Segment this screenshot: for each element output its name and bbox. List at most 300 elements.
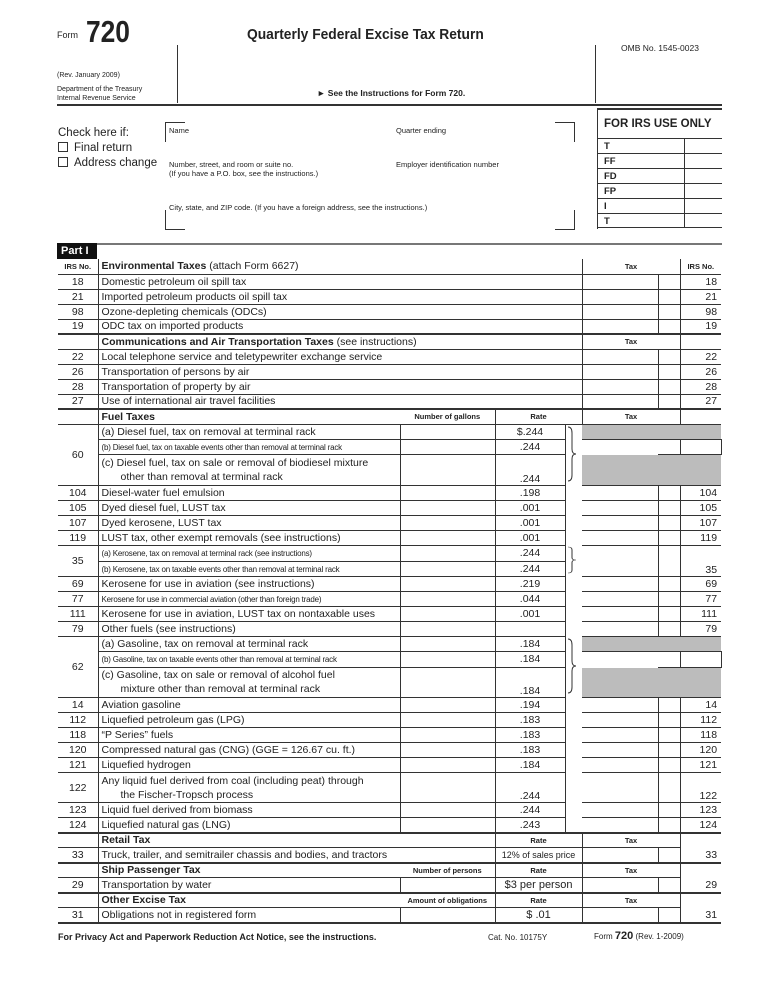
irs-number-right: 21	[680, 289, 721, 304]
tax-cents-input[interactable]	[680, 439, 721, 454]
irs-use-title: FOR IRS USE ONLY	[604, 118, 712, 130]
description-text: Compressed natural gas (CNG) (GGE = 126.67 cu. ft.)	[101, 744, 356, 756]
irs-use-row: FP	[598, 183, 722, 198]
irs-use-row: T	[598, 138, 722, 153]
brace-spacer	[565, 758, 582, 773]
address-change-checkbox[interactable]	[58, 157, 157, 169]
gallons-input[interactable]	[400, 698, 495, 713]
line-description	[98, 364, 582, 379]
footer-revision: (Rev. 1-2009)	[635, 932, 684, 941]
irs-number: 111	[58, 607, 98, 622]
tax-amount-input[interactable]	[582, 803, 658, 818]
tax-cents-input[interactable]	[658, 486, 680, 501]
section-note: (see instructions)	[333, 335, 417, 348]
brace-spacer	[582, 652, 658, 667]
line-description	[98, 803, 400, 818]
rate-value: .183	[495, 728, 565, 743]
table-row	[58, 516, 721, 531]
gallons-input[interactable]	[400, 455, 495, 486]
irs-number: 105	[58, 501, 98, 516]
description-text: Transportation of persons by air	[101, 365, 250, 378]
table-row	[58, 289, 721, 304]
section-header	[58, 833, 721, 848]
tax-amount-input[interactable]	[582, 486, 658, 501]
box-corner	[165, 210, 185, 230]
brace-icon	[565, 424, 582, 486]
tax-cents-input[interactable]	[658, 577, 680, 592]
description-text: (b) Kerosene, tax on taxable events other than removal at terminal rack	[101, 564, 340, 574]
line-description	[98, 652, 400, 667]
description-text: (c) Diesel fuel, tax on sale or removal of biodiesel mixture	[101, 457, 369, 470]
tax-amount-input[interactable]	[582, 743, 658, 758]
gallons-input[interactable]	[400, 607, 495, 622]
irs-no-header: IRS No.	[58, 259, 98, 274]
privacy-notice: For Privacy Act and Paperwork Reduction Act Notice, see the instructions.	[58, 932, 377, 942]
tax-cents-input[interactable]	[658, 773, 680, 803]
section-title	[98, 833, 495, 848]
table-row	[58, 424, 721, 439]
rate-header: Rate	[495, 863, 582, 878]
tax-amount-input[interactable]	[582, 758, 658, 773]
tax-cents-input[interactable]	[658, 304, 680, 319]
irs-number: 104	[58, 486, 98, 501]
tax-amount-input[interactable]	[582, 908, 658, 923]
tax-amount-input[interactable]	[582, 818, 658, 833]
table-row	[58, 455, 721, 486]
line-description	[98, 908, 400, 923]
tax-cents-input[interactable]	[658, 274, 680, 289]
irs-number-right: 19	[680, 319, 721, 334]
gallons-input[interactable]	[400, 592, 495, 607]
description-text: Dyed kerosene, LUST tax	[101, 517, 222, 529]
gallons-input[interactable]	[400, 728, 495, 743]
irs-no-cell	[58, 334, 98, 349]
rate-value: .001	[495, 607, 565, 622]
description-text: Other fuels (see instructions)	[101, 623, 236, 635]
description-text: (a) Kerosene, tax on removal at terminal rack (see instructions)	[101, 549, 312, 559]
line-description	[98, 698, 400, 713]
section-title-text: Ship Passenger Tax	[101, 864, 201, 877]
description-text: Imported petroleum products oil spill tax	[101, 290, 288, 303]
description-text: Domestic petroleum oil spill tax	[101, 275, 247, 288]
description-text: Kerosene for use in aviation (see instructions)	[101, 578, 315, 590]
table-row	[58, 773, 721, 803]
irs-number: 18	[58, 274, 98, 289]
rate-value: .184	[495, 652, 565, 667]
gallons-input[interactable]	[400, 486, 495, 501]
tax-amount-input[interactable]	[582, 622, 658, 637]
section-header	[58, 863, 721, 878]
tax-amount-input[interactable]	[582, 349, 658, 364]
tax-amount-input[interactable]	[658, 439, 680, 454]
irs-number-right: 124	[680, 818, 721, 833]
table-row	[58, 531, 721, 546]
line-description	[98, 486, 400, 501]
table-row	[58, 713, 721, 728]
quantity-header: Number of persons	[400, 863, 495, 878]
irs-number-right: 107	[680, 516, 721, 531]
description-text: Liquefied petroleum gas (LPG)	[101, 714, 245, 726]
description-text: “P Series” fuels	[101, 729, 174, 741]
tax-amount-input[interactable]	[582, 592, 658, 607]
table-row	[58, 698, 721, 713]
tax-cents-input[interactable]	[658, 592, 680, 607]
line-description	[98, 439, 400, 454]
irs-number: 77	[58, 592, 98, 607]
table-row	[58, 486, 721, 501]
description-text: Diesel-water fuel emulsion	[101, 487, 225, 499]
irs-use-row: T	[598, 213, 722, 228]
gallons-input[interactable]	[400, 743, 495, 758]
tax-amount-input[interactable]	[582, 698, 658, 713]
line-description	[98, 546, 400, 562]
gallons-input[interactable]	[400, 546, 495, 562]
gallons-input[interactable]	[400, 637, 495, 652]
irs-number: 122	[58, 773, 98, 803]
rate-header: Rate	[495, 893, 582, 908]
line-description	[98, 424, 400, 439]
section-title	[98, 893, 400, 908]
rate-value: .243	[495, 818, 565, 833]
rate-value: .198	[495, 486, 565, 501]
irs-number-right: 111	[680, 607, 721, 622]
tax-header: Tax	[582, 893, 680, 908]
rate-value: .001	[495, 501, 565, 516]
irs-number: 62	[58, 637, 98, 698]
line-description	[98, 516, 400, 531]
tax-amount-input[interactable]	[582, 607, 658, 622]
line-description	[98, 274, 582, 289]
table-row	[58, 439, 721, 454]
irs-number-right: 121	[680, 758, 721, 773]
brace-spacer	[565, 713, 582, 728]
irs-number-right: 14	[680, 698, 721, 713]
line-description	[98, 561, 400, 577]
table-row	[58, 394, 721, 409]
table-row	[58, 818, 721, 833]
irs-number: 98	[58, 304, 98, 319]
line-description	[98, 304, 582, 319]
rate-value: .244	[495, 546, 565, 562]
quantity-input[interactable]	[400, 908, 495, 923]
tax-cents-input[interactable]	[658, 818, 680, 833]
section-title-text: Retail Tax	[101, 834, 151, 847]
final-return-checkbox[interactable]	[58, 142, 132, 154]
irs-number-right: 104	[680, 486, 721, 501]
brace-icon	[566, 546, 580, 574]
irs-number-right: 77	[680, 592, 721, 607]
brace-icon	[566, 425, 580, 483]
tax-amount-input[interactable]	[658, 652, 680, 667]
gallons-input[interactable]	[400, 577, 495, 592]
gallons-input[interactable]	[400, 713, 495, 728]
city-field[interactable]: City, state, and ZIP code. (If you have a foreign address, see the instructions.)	[169, 203, 428, 212]
irs-number-right: 105	[680, 501, 721, 516]
footer-form-id	[594, 930, 684, 942]
description-text: Liquid fuel derived from biomass	[101, 804, 253, 816]
irs-number: 19	[58, 319, 98, 334]
box-corner	[555, 122, 575, 142]
tax-amount-input[interactable]	[582, 713, 658, 728]
rate-value: 12% of sales price	[495, 848, 582, 863]
tax-amount-input[interactable]	[582, 304, 658, 319]
tax-cents-input[interactable]	[658, 622, 680, 637]
tax-cents-input[interactable]	[658, 758, 680, 773]
irs-no-header	[680, 334, 721, 349]
description-text: Use of international air travel facilities	[101, 395, 276, 408]
irs-number: 119	[58, 531, 98, 546]
line-description	[98, 728, 400, 743]
tax-cents-input[interactable]	[658, 848, 680, 863]
table-row	[58, 878, 721, 893]
brace-spacer	[565, 486, 582, 501]
irs-number: 112	[58, 713, 98, 728]
tax-amount-input[interactable]	[582, 274, 658, 289]
irs-number-right: 22	[680, 349, 721, 364]
tax-amount-input[interactable]	[582, 773, 658, 803]
rate-value: .244	[495, 561, 565, 577]
tax-cents-input[interactable]	[658, 394, 680, 409]
description-text: Aviation gasoline	[101, 699, 181, 711]
line-description	[98, 878, 400, 893]
tax-amount-input[interactable]	[582, 289, 658, 304]
tax-amount-input[interactable]	[582, 516, 658, 531]
brace-icon	[565, 637, 582, 698]
header-divider	[595, 45, 596, 103]
tax-header: Tax	[582, 259, 680, 274]
description-text: Truck, trailer, and semitrailer chassis and bodies, and tractors	[101, 848, 388, 861]
shaded-tax-cell	[582, 424, 721, 439]
irs-number-right: 29	[680, 878, 721, 893]
description-text: Kerosene for use in commercial aviation (other than foreign trade)	[101, 595, 322, 604]
quantity-header: Number of gallons	[400, 409, 495, 424]
quantity-input[interactable]	[400, 878, 495, 893]
tax-cents-input[interactable]	[658, 607, 680, 622]
description-text: Obligations not in registered form	[101, 908, 257, 921]
table-row	[58, 622, 721, 637]
tax-amount-input[interactable]	[582, 319, 658, 334]
line-description	[98, 607, 400, 622]
line-description	[98, 531, 400, 546]
line-description	[98, 349, 582, 364]
checkbox-box[interactable]	[58, 142, 68, 152]
brace-spacer	[565, 501, 582, 516]
rate-value: .244	[495, 803, 565, 818]
tax-cents-input[interactable]	[658, 713, 680, 728]
tax-cents-input[interactable]	[658, 319, 680, 334]
line-description	[98, 319, 582, 334]
tax-cents-input[interactable]	[658, 546, 680, 577]
table-row	[58, 803, 721, 818]
gallons-input[interactable]	[400, 531, 495, 546]
description-text: Dyed diesel fuel, LUST tax	[101, 502, 226, 514]
irs-number: 31	[58, 908, 98, 923]
tax-amount-input[interactable]	[582, 577, 658, 592]
quarter-ending-field[interactable]: Quarter ending	[396, 126, 447, 135]
rate-value: $3 per person	[495, 878, 582, 893]
irs-number: 21	[58, 289, 98, 304]
gallons-input[interactable]	[400, 439, 495, 454]
section-title-text: Fuel Taxes	[101, 410, 155, 423]
tax-amount-input[interactable]	[582, 379, 658, 394]
tax-cents-input[interactable]	[658, 516, 680, 531]
table-row	[58, 743, 721, 758]
tax-amount-input[interactable]	[582, 394, 658, 409]
gallons-input[interactable]	[400, 667, 495, 698]
table-row	[58, 319, 721, 334]
tax-header: Tax	[582, 833, 680, 848]
form-title: Quarterly Federal Excise Tax Return	[247, 26, 484, 43]
irs-use-row: I	[598, 198, 722, 213]
section-title	[98, 863, 400, 878]
gallons-input[interactable]	[400, 561, 495, 577]
brace-spacer	[565, 698, 582, 713]
line-description	[98, 743, 400, 758]
instructions-note: ► See the Instructions for Form 720.	[317, 88, 466, 98]
brace-spacer	[582, 439, 658, 454]
gallons-input[interactable]	[400, 803, 495, 818]
irs-no-header: IRS No.	[680, 259, 721, 274]
table-row	[58, 592, 721, 607]
ein-field[interactable]: Employer identification number	[396, 160, 499, 169]
tax-cents-input[interactable]	[658, 379, 680, 394]
gallons-input[interactable]	[400, 652, 495, 667]
tax-amount-input[interactable]	[582, 501, 658, 516]
rate-value	[495, 622, 565, 637]
tax-cents-input[interactable]	[658, 908, 680, 923]
description-text: Any liquid fuel derived from coal (including peat) through	[101, 774, 364, 787]
address-change-label: Address change	[74, 157, 158, 169]
gallons-input[interactable]	[400, 424, 495, 439]
irs-number-right: 18	[680, 274, 721, 289]
line-description	[98, 394, 582, 409]
brace-spacer	[565, 743, 582, 758]
line-description	[98, 637, 400, 652]
line-description	[98, 713, 400, 728]
irs-number: 60	[58, 424, 98, 486]
tax-cents-input[interactable]	[658, 698, 680, 713]
tax-cents-input[interactable]	[658, 501, 680, 516]
description-text: Liquefied hydrogen	[101, 759, 191, 771]
description-text: LUST tax, other exempt removals (see instructions)	[101, 532, 341, 544]
tax-cents-input[interactable]	[658, 531, 680, 546]
irs-number: 79	[58, 622, 98, 637]
irs-number: 26	[58, 364, 98, 379]
irs-number-right: 123	[680, 803, 721, 818]
irs-number-right: 27	[680, 394, 721, 409]
part-label: Part I	[57, 243, 97, 259]
description-text: Transportation by water	[101, 878, 212, 891]
irs-number: 123	[58, 803, 98, 818]
section-note: (attach Form 6627)	[206, 260, 299, 273]
table-row	[58, 546, 721, 562]
street-field[interactable]: Number, street, and room or suite no.	[169, 160, 294, 169]
checkbox-box[interactable]	[58, 157, 68, 167]
brace-icon	[566, 637, 580, 695]
irs-number-right: 112	[680, 713, 721, 728]
description-text: (a) Gasoline, tax on removal at terminal rack	[101, 638, 309, 651]
tax-amount-input[interactable]	[582, 531, 658, 546]
tax-cents-input[interactable]	[658, 728, 680, 743]
gallons-input[interactable]	[400, 622, 495, 637]
irs-no-cell	[58, 863, 98, 878]
gallons-input[interactable]	[400, 818, 495, 833]
tax-cents-input[interactable]	[658, 364, 680, 379]
final-return-label: Final return	[74, 142, 133, 154]
irs-number: 121	[58, 758, 98, 773]
irs-number-right: 69	[680, 577, 721, 592]
tax-amount-input[interactable]	[582, 728, 658, 743]
agency: Internal Revenue Service	[57, 95, 136, 102]
table-row	[58, 758, 721, 773]
irs-number: 35	[58, 546, 98, 577]
brace-spacer	[565, 728, 582, 743]
section-title-text: Other Excise Tax	[101, 894, 186, 907]
irs-number: 28	[58, 379, 98, 394]
irs-number-right: 26	[680, 364, 721, 379]
tax-header: Tax	[582, 409, 680, 424]
section-title-text: Communications and Air Transportation Taxes	[101, 335, 334, 348]
tax-cents-input[interactable]	[658, 803, 680, 818]
tax-cents-input[interactable]	[658, 349, 680, 364]
gallons-input[interactable]	[400, 516, 495, 531]
irs-use-only-box	[597, 108, 722, 229]
irs-number-right: 120	[680, 743, 721, 758]
gallons-input[interactable]	[400, 758, 495, 773]
tax-cents-input[interactable]	[658, 289, 680, 304]
gallons-input[interactable]	[400, 773, 495, 803]
brace-spacer	[565, 516, 582, 531]
irs-number-right: 79	[680, 622, 721, 637]
description-text: ODC tax on imported products	[101, 320, 244, 333]
tax-amount-input[interactable]	[582, 848, 658, 863]
name-field[interactable]: Name	[169, 126, 190, 135]
rate-value: .244	[495, 439, 565, 454]
irs-number-right: 35	[680, 546, 721, 577]
street-note: (If you have a P.O. box, see the instructions.)	[169, 169, 319, 178]
table-row	[58, 652, 721, 667]
line-description	[98, 848, 495, 863]
irs-number-right: 122	[680, 773, 721, 803]
form-number: 720	[86, 14, 130, 49]
tax-cents-input[interactable]	[680, 652, 721, 667]
irs-number-right: 118	[680, 728, 721, 743]
rate-header: Rate	[495, 409, 582, 424]
tax-amount-input[interactable]	[582, 364, 658, 379]
tax-cents-input[interactable]	[658, 878, 680, 893]
tax-cents-input[interactable]	[658, 743, 680, 758]
tax-amount-input[interactable]	[582, 546, 658, 577]
irs-no-cell	[58, 833, 98, 848]
omb-number: OMB No. 1545-0023	[621, 43, 699, 53]
rate-value: .183	[495, 743, 565, 758]
table-row	[58, 728, 721, 743]
description-text: Kerosene for use in aviation, LUST tax on nontaxable uses	[101, 608, 376, 620]
footer-form-number: 720	[614, 930, 634, 942]
gallons-input[interactable]	[400, 501, 495, 516]
line-description	[98, 379, 582, 394]
line-description	[98, 289, 582, 304]
irs-number: 29	[58, 878, 98, 893]
tax-amount-input[interactable]	[582, 878, 658, 893]
section-title	[98, 409, 400, 424]
description-text-cont: the Fischer-Tropsch process	[120, 788, 254, 801]
irs-number: 33	[58, 848, 98, 863]
section-title	[98, 334, 582, 349]
rate-header: Rate	[495, 833, 582, 848]
brace-spacer	[565, 622, 582, 637]
brace-spacer	[565, 577, 582, 592]
